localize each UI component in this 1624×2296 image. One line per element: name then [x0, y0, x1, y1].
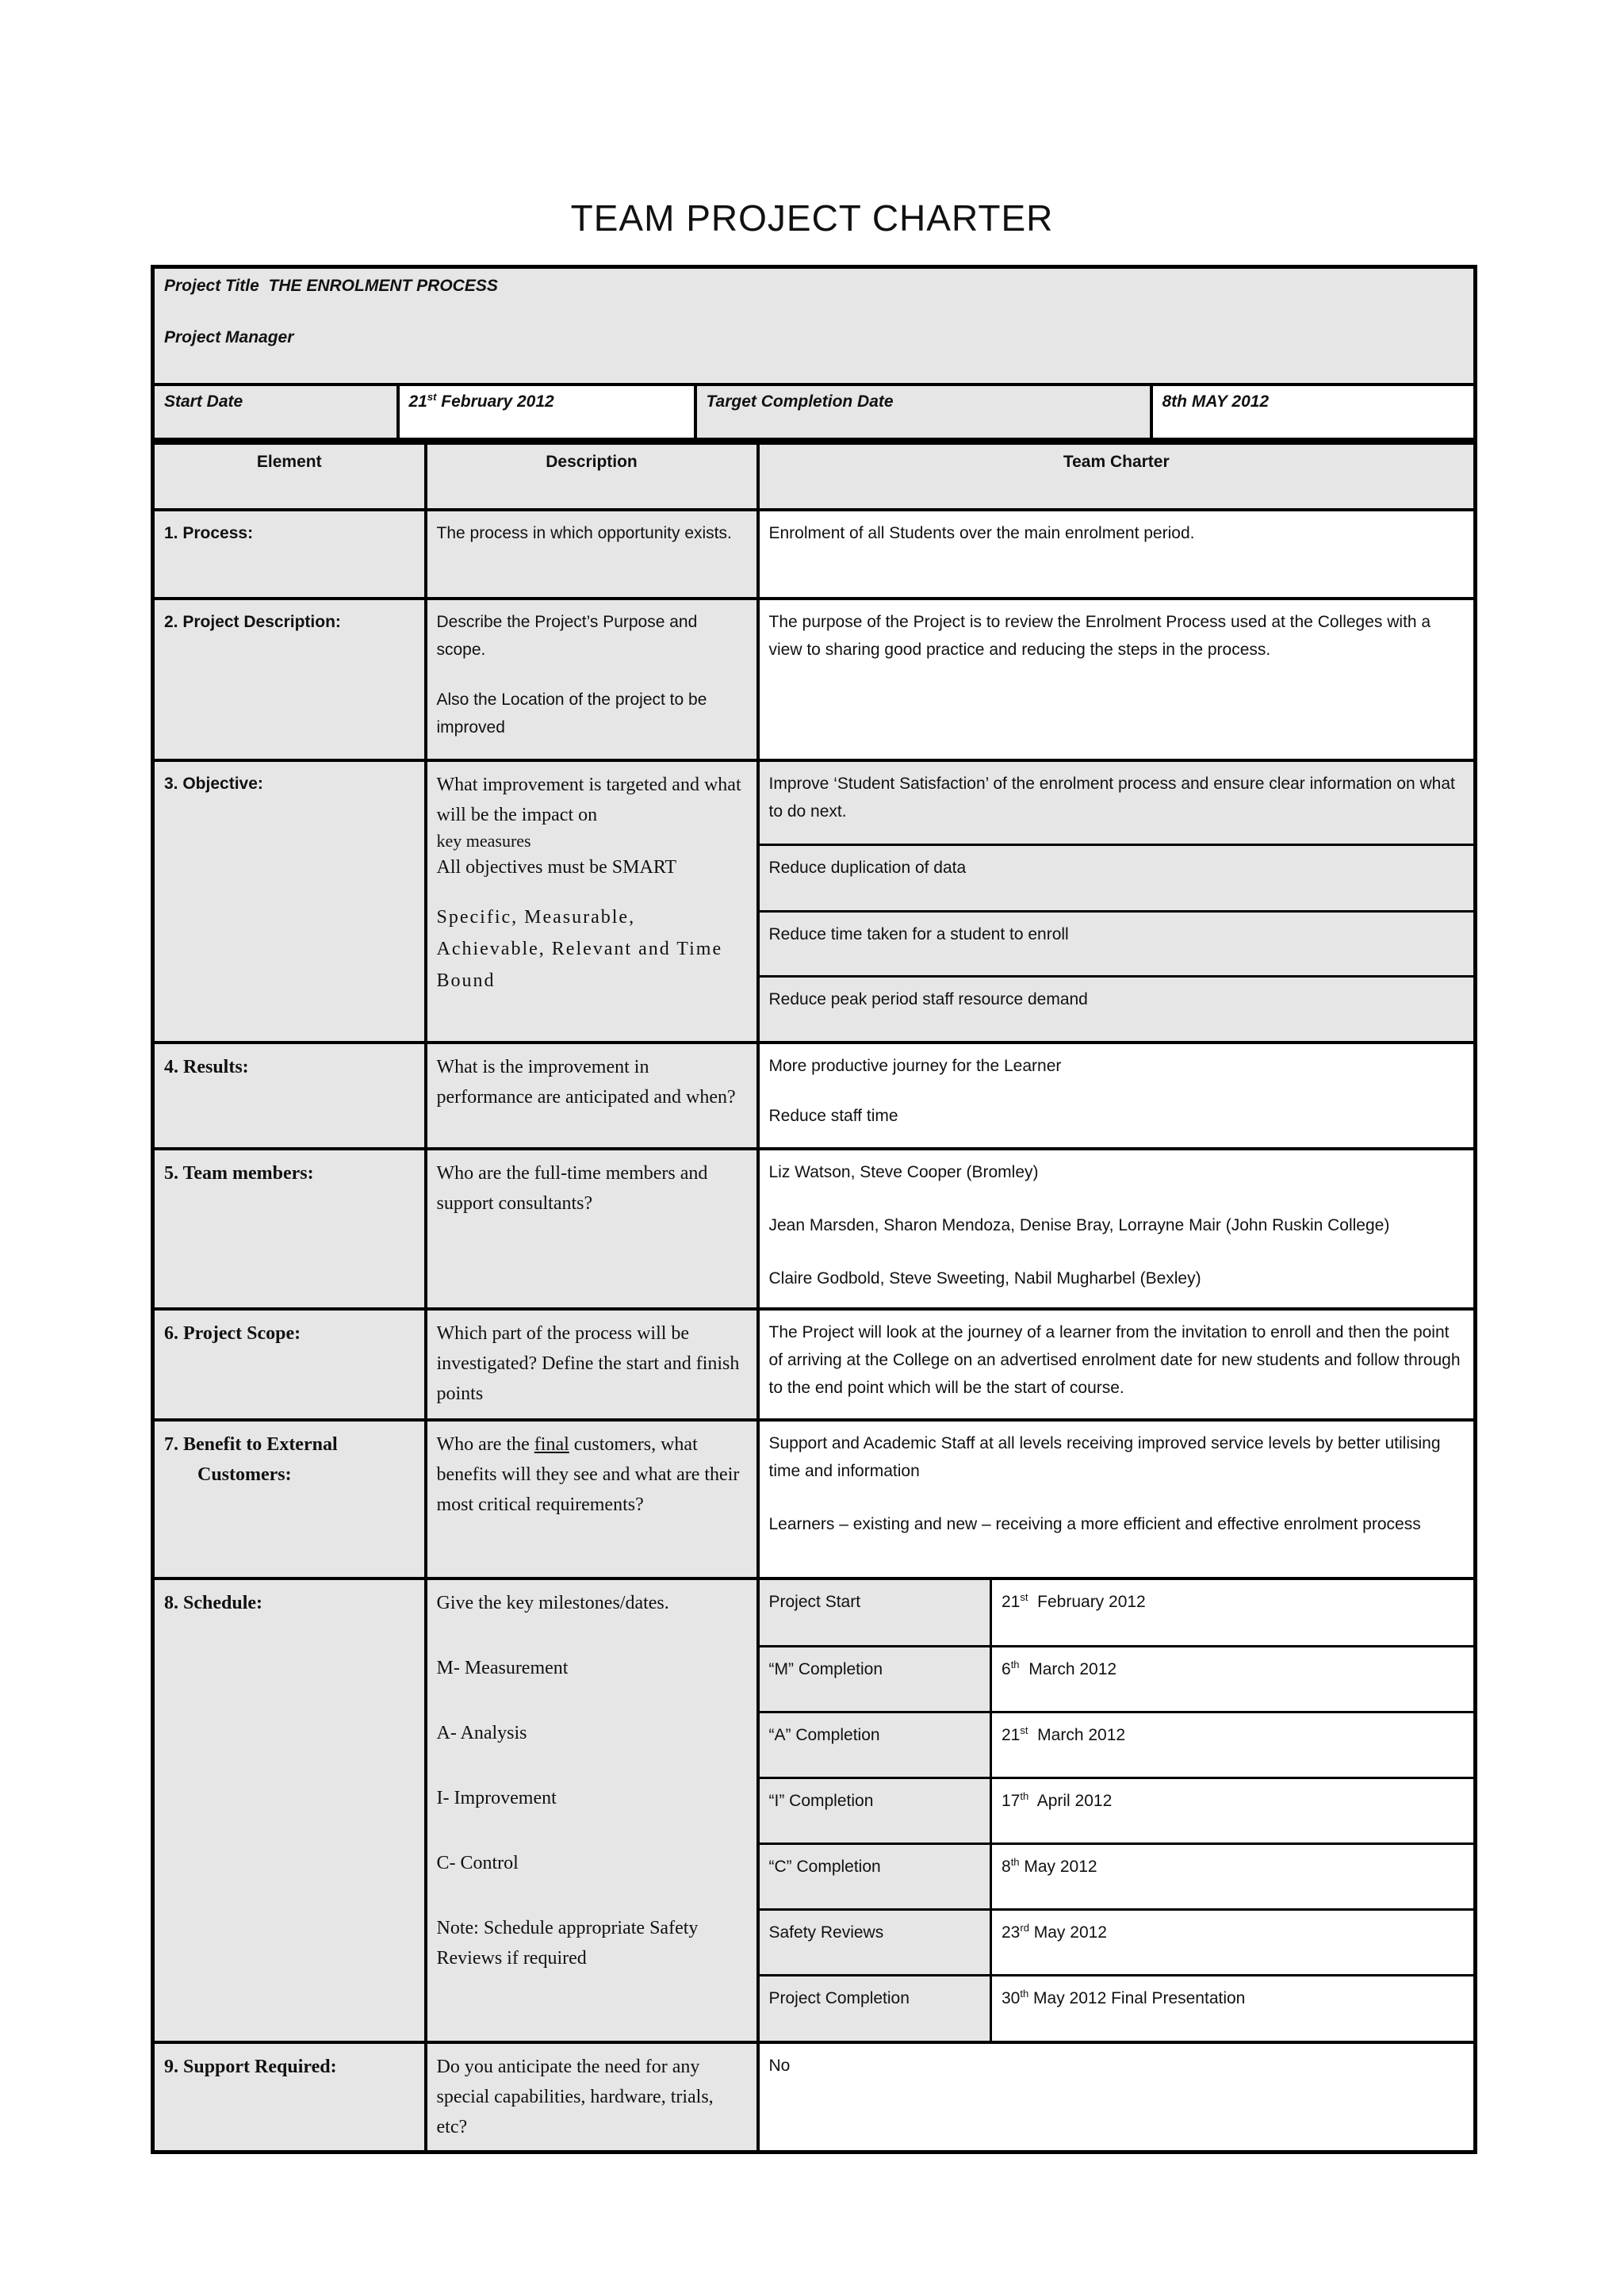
milestone-day: 6 [1002, 1659, 1011, 1678]
team-john-ruskin: Jean Marsden, Sharon Mendoza, Denise Bray, Lorrayne Mair (John Ruskin College) [768, 1216, 1390, 1234]
milestone-date [991, 1975, 1474, 2041]
milestone-suffix: st [1020, 1591, 1028, 1603]
milestone-suffix: st [1020, 1724, 1028, 1736]
milestone-label: “A” Completion [760, 1712, 991, 1777]
milestone-rest: March 2012 [1019, 1659, 1117, 1678]
element-results: 4. Results: [153, 1043, 426, 1149]
milestone-label: “C” Completion [760, 1843, 991, 1909]
description-purpose: Describe the Project’s Purpose and scope. [436, 613, 698, 659]
start-date-label: Start Date [153, 385, 398, 440]
milestone-rest: May 2012 Final Presentation [1028, 1988, 1246, 2007]
description-benefit [426, 1420, 758, 1578]
milestone-suffix: th [1010, 1658, 1020, 1670]
objective-smart-definition: Specific, Measurable, Achievable, Relevant and Time Bound [436, 907, 723, 991]
milestone-date [991, 1909, 1474, 1975]
milestone-day: 17 [1002, 1791, 1021, 1810]
header-table [151, 265, 1477, 442]
start-date-value [398, 385, 695, 440]
benefit-desc-pre: Who are the [436, 1434, 534, 1455]
milestone-rest: February 2012 [1028, 1593, 1146, 1611]
project-title-label: Project Title [164, 277, 259, 295]
element-process: 1. Process: [153, 510, 426, 599]
milestone-label: “M” Completion [760, 1646, 991, 1712]
milestone-row [760, 1646, 1474, 1712]
description-schedule [426, 1578, 758, 2042]
project-title-cell [153, 267, 1476, 385]
milestone-date [991, 1646, 1474, 1712]
objective-smart: All objectives must be SMART [436, 857, 677, 878]
benefit-learners: Learners – existing and new – receiving a more efficient and effective enrolment process [768, 1515, 1421, 1533]
milestone-label: Project Completion [760, 1975, 991, 2041]
milestone-date [991, 1843, 1474, 1909]
description-process: The process in which opportunity exists. [426, 510, 758, 599]
start-date-suffix: st [427, 390, 437, 403]
target-completion-label: Target Completion Date [695, 385, 1151, 440]
description-results: What is the improvement in performance are anticipated and when? [426, 1043, 758, 1149]
description-objective [426, 760, 758, 1043]
start-date-rest: February 2012 [441, 392, 554, 411]
milestone-day: 23 [1002, 1923, 1021, 1942]
description-project-description [426, 599, 758, 760]
description-team-members: Who are the full-time members and support consultants? [426, 1149, 758, 1309]
team-bexley: Claire Godbold, Steve Sweeting, Nabil Mugharbel (Bexley) [768, 1269, 1201, 1288]
description-location: Also the Location of the project to be improved [436, 691, 707, 737]
page-title: TEAM PROJECT CHARTER [570, 197, 1054, 239]
milestone-label: Project Start [760, 1580, 991, 1646]
charter-support: No [758, 2042, 1476, 2152]
schedule-desc-line: A- Analysis [436, 1723, 527, 1743]
milestone-row [760, 1712, 1474, 1777]
schedule-desc-line: I- Improvement [436, 1788, 557, 1808]
charter-process: Enrolment of all Students over the main enrolment period. [758, 510, 1476, 599]
element-project-description: 2. Project Description: [153, 599, 426, 760]
milestone-table [760, 1580, 1474, 2041]
milestone-suffix: th [1010, 1855, 1020, 1868]
charter-project-scope: The Project will look at the journey of a learner from the invitation to enroll and then the point of arriving at the College on an advertised enrolment date for new students and follow through to the end point which will be the start of course. [758, 1309, 1476, 1420]
milestone-date [991, 1580, 1474, 1646]
benefit-label-line2: Customers: [197, 1464, 292, 1485]
team-bromley: Liz Watson, Steve Cooper (Bromley) [768, 1163, 1039, 1181]
milestone-row [760, 1909, 1474, 1975]
milestone-rest: May 2012 [1019, 1857, 1097, 1876]
objective-improvement: What improvement is targeted and what will be the impact on [436, 775, 741, 825]
element-support: 9. Support Required: [153, 2042, 426, 2152]
milestone-rest: March 2012 [1028, 1725, 1126, 1744]
element-team-members: 5. Team members: [153, 1149, 426, 1309]
milestone-row [760, 1843, 1474, 1909]
column-header-team-charter: Team Charter [758, 443, 1476, 510]
schedule-desc-line: M- Measurement [436, 1658, 569, 1678]
charter-project-description: The purpose of the Project is to review the Enrolment Process used at the Colleges with a view to sharing good practice and reducing the steps in the process. [758, 599, 1476, 760]
milestone-rest: May 2012 [1028, 1923, 1107, 1942]
project-title-value: THE ENROLMENT PROCESS [268, 277, 498, 295]
description-project-scope: Which part of the process will be investigated? Define the start and finish points [426, 1309, 758, 1420]
objective-item: Reduce duplication of data [760, 844, 1474, 911]
milestone-label: “I” Completion [760, 1777, 991, 1843]
result-productive-journey: More productive journey for the Learner [768, 1057, 1062, 1075]
objective-item: Improve ‘Student Satisfaction’ of the enrolment process and ensure clear information on what to do next. [760, 762, 1474, 844]
schedule-desc-line: Note: Schedule appropriate Safety Reviews if required [436, 1918, 699, 1969]
objective-item: Reduce peak period staff resource demand [760, 976, 1474, 1041]
objective-list [760, 762, 1474, 1041]
charter-team-members [758, 1149, 1476, 1309]
milestone-row [760, 1580, 1474, 1646]
charter-schedule [758, 1578, 1476, 2042]
element-benefit [153, 1420, 426, 1578]
objective-item: Reduce time taken for a student to enroll [760, 911, 1474, 976]
benefit-label-line1: 7. Benefit to External [164, 1434, 338, 1455]
milestone-suffix: th [1020, 1987, 1029, 1999]
column-header-element: Element [153, 443, 426, 510]
column-header-description: Description [426, 443, 758, 510]
description-support: Do you anticipate the need for any special capabilities, hardware, trials, etc? [426, 2042, 758, 2152]
start-date-day: 21 [408, 392, 427, 411]
schedule-desc-line: C- Control [436, 1853, 519, 1873]
milestone-day: 21 [1002, 1593, 1021, 1611]
result-reduce-staff-time: Reduce staff time [768, 1107, 898, 1125]
milestone-rest: April 2012 [1028, 1791, 1113, 1810]
milestone-date [991, 1712, 1474, 1777]
charter-table [151, 442, 1477, 2154]
schedule-desc-line: Give the key milestones/dates. [436, 1593, 669, 1613]
milestone-suffix: th [1020, 1789, 1029, 1802]
element-project-scope: 6. Project Scope: [153, 1309, 426, 1420]
charter-results [758, 1043, 1476, 1149]
milestone-date [991, 1777, 1474, 1843]
target-completion-value: 8th MAY 2012 [1151, 385, 1476, 440]
benefit-desc-post: customers, what benefits will they see and what are their most critical requirements? [436, 1434, 740, 1515]
element-schedule: 8. Schedule: [153, 1578, 426, 2042]
benefit-staff: Support and Academic Staff at all levels receiving improved service levels by better utilising time and information [768, 1434, 1441, 1480]
milestone-suffix: rd [1020, 1921, 1029, 1934]
milestone-row [760, 1975, 1474, 2041]
charter-form [151, 265, 1473, 2154]
objective-key-measures: key measures [436, 831, 531, 851]
charter-benefit [758, 1420, 1476, 1578]
benefit-desc-final: final [534, 1434, 569, 1455]
charter-objective [758, 760, 1476, 1043]
milestone-day: 21 [1002, 1725, 1021, 1744]
element-objective: 3. Objective: [153, 760, 426, 1043]
milestone-day: 30 [1002, 1988, 1021, 2007]
milestone-label: Safety Reviews [760, 1909, 991, 1975]
milestone-day: 8 [1002, 1857, 1011, 1876]
milestone-row [760, 1777, 1474, 1843]
project-manager-label: Project Manager [164, 328, 294, 346]
